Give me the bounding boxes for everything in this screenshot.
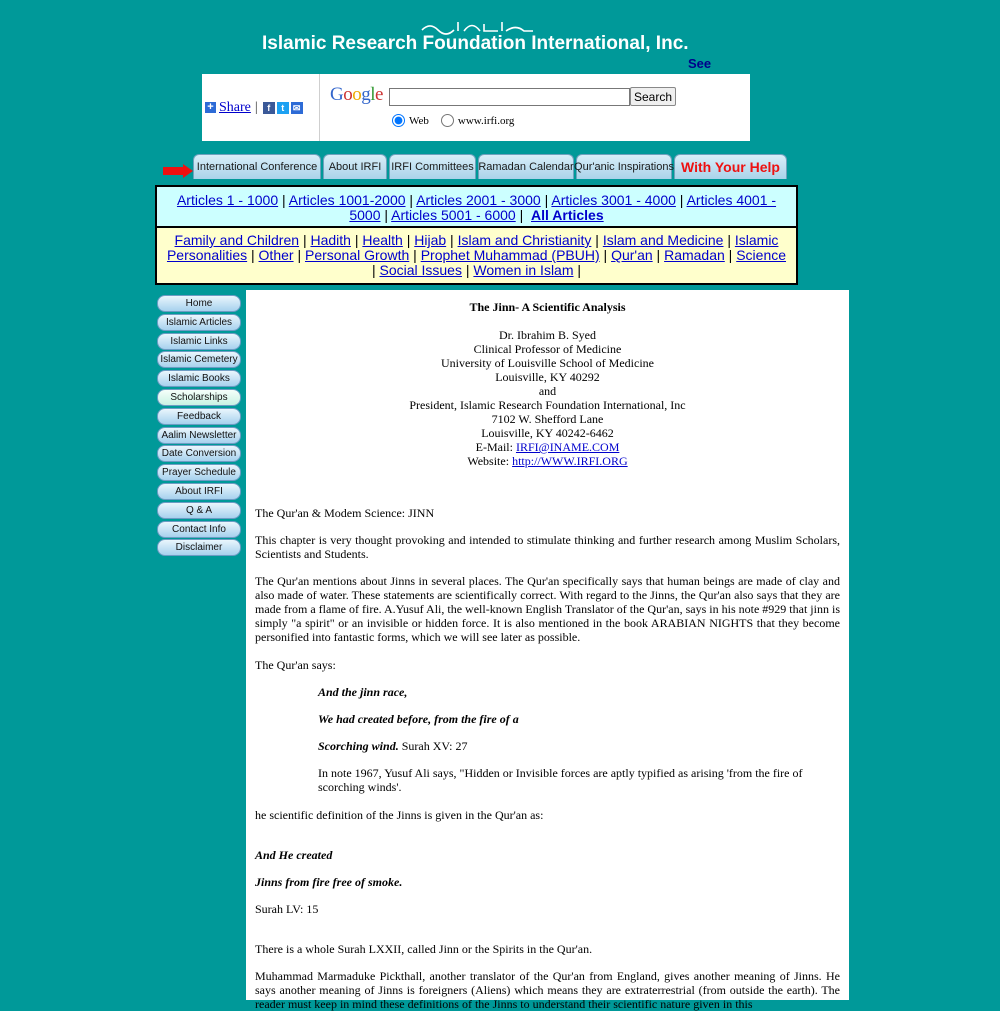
email-label: E-Mail: (475, 440, 513, 454)
tab-bar (193, 154, 789, 179)
sidebar-item-islamic-cemetery[interactable]: Islamic Cemetery (157, 351, 241, 368)
sidebar-item-prayer-schedule[interactable]: Prayer Schedule (157, 464, 241, 481)
paragraph: he scientific definition of the Jinns is given in the Qur'an as: (255, 807, 544, 822)
paragraph: In note 1967, Yusuf Ali says, "Hidden or Invisible forces are aptly typified as arising 'from the fire of scorching winds'. (318, 766, 803, 795)
articles-range-link[interactable]: Articles 2001 - 3000 (416, 192, 541, 208)
author-line: and (538, 384, 557, 398)
articles-range-link[interactable]: Articles 3001 - 4000 (551, 192, 676, 208)
tab-with-your-help[interactable]: With Your Help (674, 154, 787, 179)
search-panel (202, 74, 750, 141)
article-title: The Jinn- A Scientific Analysis (469, 300, 626, 314)
share-plus-icon[interactable]: + (205, 102, 216, 113)
email-icon[interactable]: ✉ (291, 102, 303, 114)
paragraph: The Qur'an mentions about Jinns in several places. The Qur'an specifically says that human beings are made of clay and also made of water. These statements are scientifically correct. With regard to the Jinns, the Qur'an also says that they are made from a flame of fire. A.Yusuf Ali, the well-known English Translator of the Qur'an, says in his note #929 that jinn is simply "a spirit" or an invisible or hidden force. It is also mentioned in the book ARABIAN NIGHTS that they become personified into fantastic forms, which we will see later as possible. (255, 574, 840, 645)
website-label: Website: (467, 454, 510, 468)
website-link[interactable]: http://WWW.IRFI.ORG (512, 454, 628, 468)
sidebar-item-home[interactable]: Home (157, 295, 241, 312)
site-title: Islamic Research Foundation International, Inc. (262, 33, 689, 54)
article-ranges-panel: Articles 1 - 1000 | Articles 1001-2000 | Articles 2001 - 3000 | Articles 3001 - 4000 | Articles 4001 - 5000 | Articles 5001 - 6000 | All Articles (155, 185, 798, 228)
topic-link[interactable]: Science (736, 247, 787, 263)
share-bar (202, 74, 320, 141)
articles-range-link[interactable]: Articles 5001 - 6000 (391, 207, 516, 223)
all-articles-link[interactable]: All Articles (531, 207, 604, 223)
radio-site[interactable] (441, 114, 454, 127)
author-line: Dr. Ibrahim B. Syed (499, 328, 596, 342)
sidebar-nav (157, 295, 241, 558)
search-button[interactable]: Search (630, 87, 676, 106)
email-link[interactable]: IRFI@INAME.COM (515, 440, 620, 454)
verse-line: Jinns from fire free of smoke. (255, 874, 403, 889)
sidebar-item-date-conversion[interactable]: Date Conversion (157, 445, 241, 462)
topic-link[interactable]: Hijab (414, 232, 447, 248)
radio-site-label: www.irfi.org (457, 114, 515, 127)
radio-web-label: Web (409, 114, 429, 127)
verse-line: We had created before, from the fire of a (318, 711, 519, 726)
radio-web[interactable] (392, 114, 405, 127)
topic-link[interactable]: Prophet Muhammad (PBUH) (420, 247, 600, 263)
topic-link[interactable]: Family and Children (174, 232, 300, 248)
sidebar-item-islamic-links[interactable]: Islamic Links (157, 333, 241, 350)
paragraph: Muhammad Marmaduke Pickthall, another translator of the Qur'an from England, gives another meaning of Jinns. He says another meaning of Jinns is foreigners (Aliens) which means they are extraterrestrial (from outside the earth). The reader must keep in mind these definitions of the Jinns to understand their scientific nature given in this (255, 969, 840, 1011)
topic-link[interactable]: Islamic Personalities (166, 232, 779, 263)
tab-quranic-inspirations[interactable]: Qur'anic Inspirations (576, 154, 672, 179)
articles-range-link[interactable]: Articles 4001 - 5000 (349, 192, 777, 223)
tab-about-irfi[interactable]: About IRFI (323, 154, 387, 179)
verse-line: And He created (255, 847, 333, 862)
sidebar-item-scholarships[interactable]: Scholarships (157, 389, 241, 406)
articles-range-link[interactable]: Articles 1001-2000 (288, 192, 406, 208)
verse-line: And the jinn race, (318, 684, 408, 699)
google-logo: Google (330, 84, 383, 105)
sidebar-item-disclaimer[interactable]: Disclaimer (157, 539, 241, 556)
article-content (246, 290, 849, 1011)
topic-link[interactable]: Hadith (310, 232, 351, 248)
topic-link[interactable]: Other (258, 247, 294, 263)
author-line: President, Islamic Research Foundation International, Inc (409, 398, 686, 412)
search-scope (392, 114, 526, 127)
facebook-icon[interactable]: f (263, 102, 275, 114)
author-block (255, 328, 840, 468)
sidebar-item-aalim-newsletter[interactable]: Aalim Newsletter (157, 427, 241, 444)
share-link[interactable]: Share (219, 99, 251, 115)
author-line: Clinical Professor of Medicine (473, 342, 622, 356)
author-line: Louisville, KY 40292 (495, 370, 600, 384)
author-line: University of Louisville School of Medicine (441, 356, 654, 370)
topic-link[interactable]: Islam and Christianity (457, 232, 592, 248)
bismillah-calligraphy (420, 18, 535, 34)
article-heading: The Qur'an & Modem Science: JINN (255, 506, 435, 520)
topic-link[interactable]: Ramadan (664, 247, 725, 263)
paragraph: This chapter is very thought provoking and intended to stimulate thinking and further research among Muslim Scholars, Scientists and Students. (255, 533, 840, 562)
red-arrow-icon (163, 164, 193, 178)
tab-irfi-committees[interactable]: IRFI Committees (389, 154, 476, 179)
author-line: 7102 W. Shefford Lane (491, 412, 604, 426)
tab-international-conference[interactable]: International Conference (193, 154, 321, 179)
verse-line: Scorching wind. (318, 739, 399, 754)
twitter-icon[interactable]: t (277, 102, 289, 114)
topic-link[interactable]: Social Issues (379, 262, 462, 278)
paragraph: There is a whole Surah LXXII, called Jinn or the Spirits in the Qur'an. (255, 942, 593, 957)
topic-link[interactable]: Qur'an (611, 247, 653, 263)
topic-link[interactable]: Islam and Medicine (602, 232, 724, 248)
sidebar-item-about-irfi[interactable]: About IRFI (157, 483, 241, 500)
sidebar-item-contact-info[interactable]: Contact Info (157, 521, 241, 538)
share-separator: | (254, 99, 258, 115)
tab-ramadan-calendar[interactable]: Ramadan Calendar (478, 154, 574, 179)
articles-range-link[interactable]: Articles 1 - 1000 (176, 192, 279, 208)
see-link[interactable]: See (688, 56, 712, 71)
sidebar-item-feedback[interactable]: Feedback (157, 408, 241, 425)
topics-panel: Family and Children | Hadith | Health | Hijab | Islam and Christianity | Islam and Medicine | Islamic Personalities | Other | Personal Growth | Prophet Muhammad (PBUH) | Qur'an | Ramadan | Science | Social Issues | Women in Islam | (155, 228, 798, 285)
topic-link[interactable]: Health (362, 232, 403, 248)
sidebar-item-q-and-a[interactable]: Q & A (157, 502, 241, 519)
verse-reference: Surah LV: 15 (255, 902, 319, 917)
sidebar-item-islamic-books[interactable]: Islamic Books (157, 370, 241, 387)
author-line: Louisville, KY 40242-6462 (481, 426, 614, 440)
verse-reference: Surah XV: 27 (398, 739, 468, 754)
sidebar-item-islamic-articles[interactable]: Islamic Articles (157, 314, 241, 331)
topic-link[interactable]: Women in Islam (473, 262, 574, 278)
topic-link[interactable]: Personal Growth (304, 247, 410, 263)
search-input[interactable] (389, 88, 630, 106)
paragraph: The Qur'an says: (255, 657, 336, 672)
